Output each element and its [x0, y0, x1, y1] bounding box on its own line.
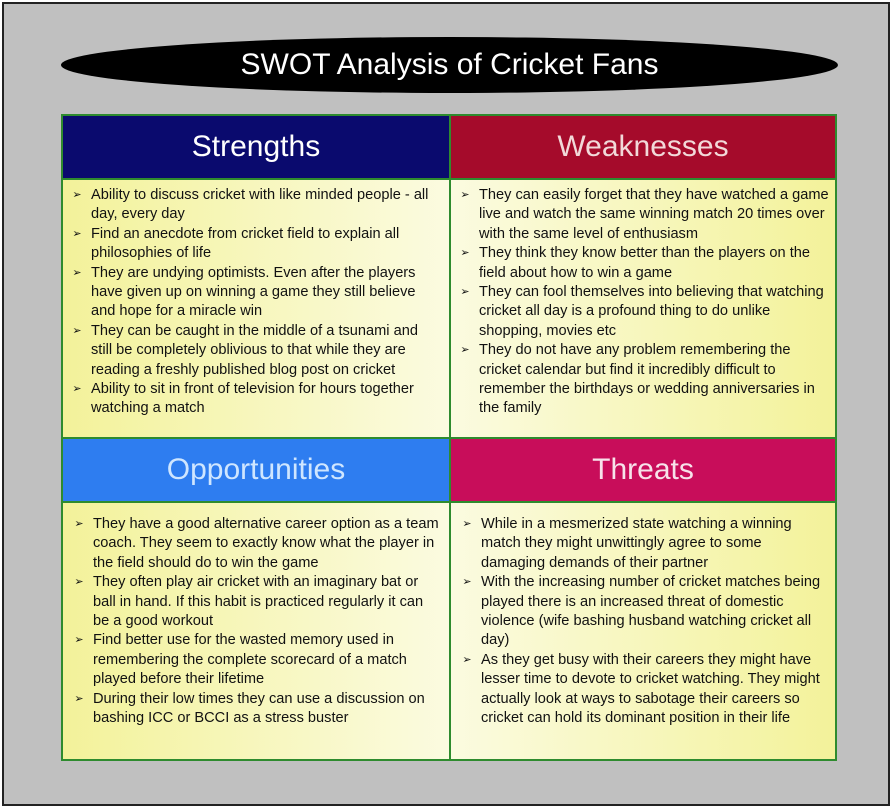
weaknesses-item — [457, 244, 829, 283]
opportunities-item — [71, 515, 443, 573]
arrowhead-bullet-icon: ➢ — [72, 227, 82, 240]
weaknesses-heading: Weaknesses — [451, 116, 835, 180]
threats-body — [451, 503, 835, 759]
opportunities-item — [71, 573, 443, 631]
weaknesses-quadrant — [451, 116, 835, 439]
strengths-item-text: Find an anecdote from cricket field to explain all philosophies of life — [91, 225, 400, 262]
weaknesses-item-text: They can fool themselves into believing that watching cricket all day is a profound thing to do unlike shopping, movies etc — [479, 284, 824, 339]
opportunities-heading: Opportunities — [63, 439, 449, 503]
strengths-item — [69, 380, 443, 419]
threats-heading: Threats — [451, 439, 835, 503]
arrowhead-bullet-icon: ➢ — [460, 189, 470, 201]
strengths-item-text: Ability to discuss cricket with like minded people - all day, every day — [91, 187, 429, 223]
arrowhead-bullet-icon: ➢ — [72, 383, 82, 396]
diagram-title: SWOT Analysis of Cricket Fans — [61, 37, 838, 93]
arrowhead-bullet-icon: ➢ — [74, 518, 84, 530]
weaknesses-item-text: They do not have any problem remembering the cricket calendar but find it incredibly difficult to remember the birthdays or wedding anniversaries in the family — [479, 342, 815, 417]
swot-grid — [61, 114, 837, 761]
strengths-heading: Strengths — [63, 116, 449, 180]
opportunities-item — [71, 690, 443, 729]
opportunities-item — [71, 631, 443, 689]
arrowhead-bullet-icon: ➢ — [462, 576, 472, 589]
arrowhead-bullet-icon: ➢ — [460, 286, 470, 299]
weaknesses-item-text: They think they know better than the players on the field about how to win a game — [479, 245, 810, 281]
threats-item-text: With the increasing number of cricket matches being played there is an increased threat of domestic violence (wife bashing husband watching cricket all day) — [481, 574, 821, 649]
threats-item — [459, 515, 829, 573]
strengths-item — [69, 186, 443, 225]
threats-item-text: While in a mesmerized state watching a winning match they might unwittingly agree to some damaging demands of their partner — [481, 516, 792, 571]
weaknesses-body — [451, 180, 835, 437]
strengths-quadrant — [63, 116, 451, 439]
arrowhead-bullet-icon: ➢ — [462, 653, 472, 666]
strengths-item — [69, 264, 443, 322]
strengths-item-text: Ability to sit in front of television for hours together watching a match — [91, 381, 414, 417]
strengths-item-text: They can be caught in the middle of a tsunami and still be completely oblivious to that while they are reading a freshly published blog post on cricket — [91, 322, 418, 378]
weaknesses-item-text: They can easily forget that they have watched a game live and watch the same winning match 20 times over with the same level of enthusiasm — [479, 187, 829, 242]
arrowhead-bullet-icon: ➢ — [72, 266, 82, 279]
strengths-item — [69, 322, 443, 380]
arrowhead-bullet-icon: ➢ — [74, 576, 84, 589]
weaknesses-item — [457, 283, 829, 341]
threats-item-text: As they get busy with their careers they might have lesser time to devote to cricket watching. They might actually look at ways to sabotage their careers so cricket can hold its dominant position in their life — [481, 651, 820, 727]
threats-item — [459, 651, 829, 729]
opportunities-quadrant — [63, 439, 451, 759]
strengths-item — [69, 225, 443, 264]
threats-list — [459, 515, 829, 728]
threats-item — [459, 573, 829, 651]
weaknesses-list — [457, 186, 829, 419]
opportunities-item-text: Find better use for the wasted memory used in remembering the complete scorecard of a match played before their lifetime — [93, 632, 407, 688]
weaknesses-item — [457, 186, 829, 244]
arrowhead-bullet-icon: ➢ — [72, 189, 82, 201]
opportunities-item-text: They often play air cricket with an imaginary bat or ball in hand. If this habit is practiced regularly it can be a good workout — [93, 574, 424, 630]
strengths-list — [69, 186, 443, 419]
opportunities-item-text: They have a good alternative career option as a team coach. They seem to exactly know what the player in the field should do to win the game — [93, 516, 439, 571]
strengths-body — [63, 180, 449, 437]
arrowhead-bullet-icon: ➢ — [460, 344, 470, 357]
arrowhead-bullet-icon: ➢ — [74, 634, 84, 647]
arrowhead-bullet-icon: ➢ — [460, 247, 470, 260]
arrowhead-bullet-icon: ➢ — [72, 324, 82, 337]
threats-quadrant — [451, 439, 835, 759]
opportunities-list — [71, 515, 443, 728]
arrowhead-bullet-icon: ➢ — [74, 692, 84, 705]
arrowhead-bullet-icon: ➢ — [462, 518, 472, 530]
weaknesses-item — [457, 341, 829, 419]
opportunities-body — [63, 503, 449, 759]
strengths-item-text: They are undying optimists. Even after the players have given up on winning a game they still believe and hope for a miracle win — [91, 264, 416, 320]
diagram-frame — [2, 2, 890, 806]
opportunities-item-text: During their low times they can use a discussion on bashing ICC or BCCI as a stress buster — [93, 690, 425, 727]
